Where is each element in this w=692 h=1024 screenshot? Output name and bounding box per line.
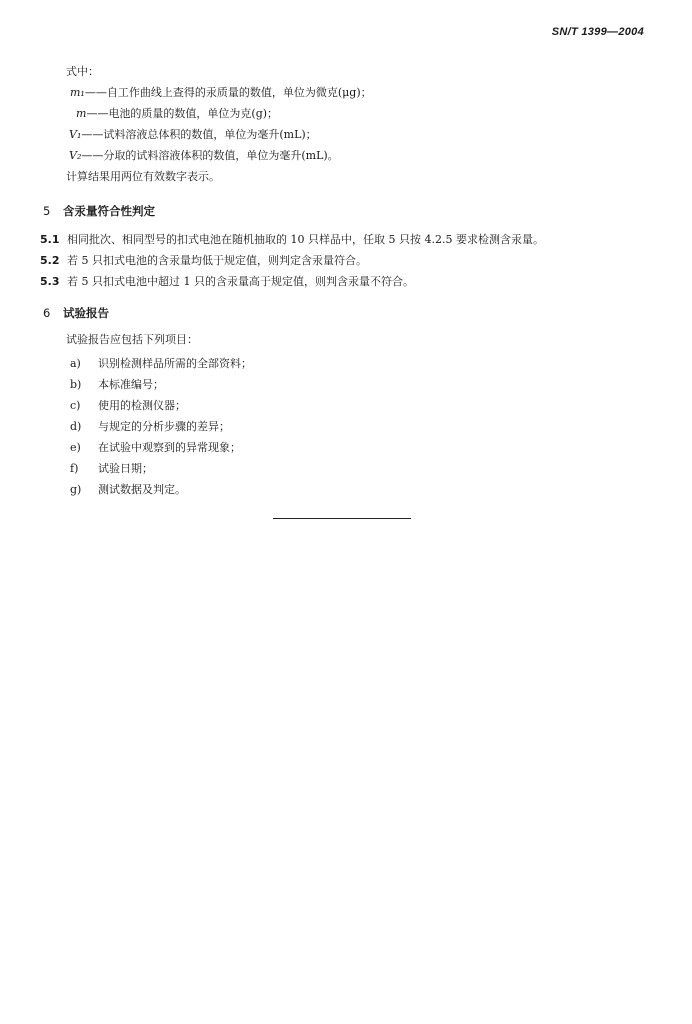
- clause-text: 若 5 只扣式电池的含汞量均低于规定值，则判定含汞量符合。: [67, 254, 367, 267]
- clause-number: 5.2: [40, 254, 60, 267]
- section-number: 5: [43, 204, 51, 218]
- def-symbol: V₂: [69, 149, 82, 162]
- report-item-e: [70, 439, 241, 455]
- item-marker: e): [70, 441, 81, 454]
- def-text: ——分取的试料溶液体积的数值，单位为毫升(mL)。: [81, 149, 339, 162]
- item-text: 在试验中观察到的异常现象；: [98, 441, 241, 454]
- item-marker: f): [70, 462, 79, 475]
- item-text: 使用的检测仪器；: [98, 399, 186, 412]
- item-marker: g): [70, 483, 82, 496]
- item-marker: a): [70, 357, 81, 370]
- def-text: ——电池的质量的数值，单位为克(g)；: [86, 107, 279, 120]
- item-text: 试验日期；: [98, 462, 153, 475]
- section-number: 6: [43, 306, 51, 320]
- item-marker: c): [70, 399, 81, 412]
- clause-number: 5.1: [40, 233, 60, 246]
- report-item-d: [70, 418, 230, 434]
- item-text: 本标准编号；: [98, 378, 164, 391]
- def-line-v2: [69, 150, 339, 161]
- report-item-f: [70, 460, 153, 476]
- result-note: 计算结果用两位有效数字表示。: [66, 170, 220, 183]
- report-item-g: [70, 481, 186, 497]
- def-line-m1: [70, 87, 372, 98]
- def-symbol: m₁: [70, 86, 85, 99]
- def-line-m: [76, 108, 278, 119]
- def-symbol: V₁: [69, 128, 82, 141]
- item-text: 识别检测样品所需的全部资料；: [98, 357, 252, 370]
- report-item-a: [70, 355, 252, 371]
- section-title: 含汞量符合性判定: [63, 204, 155, 218]
- clause-text: 若 5 只扣式电池中超过 1 只的含汞量高于规定值，则判含汞量不符合。: [67, 275, 414, 288]
- section-title: 试验报告: [63, 306, 109, 320]
- report-item-b: [70, 376, 164, 392]
- item-text: 测试数据及判定。: [98, 483, 186, 496]
- clause-5-3: [40, 273, 414, 289]
- def-symbol: m: [76, 107, 87, 120]
- clause-text: 相同批次、相同型号的扣式电池在随机抽取的 10 只样品中，任取 5 只按 4.2.5 要求检测含汞量。: [67, 233, 544, 246]
- def-text: ——自工作曲线上查得的汞质量的数值，单位为微克(μg)；: [84, 86, 372, 99]
- clause-5-1: [40, 231, 544, 247]
- def-line-v1: [69, 129, 317, 140]
- section-6-heading: [43, 305, 109, 321]
- section-5-heading: [43, 203, 155, 219]
- standard-number: SN/T 1399—2004: [551, 26, 644, 38]
- item-marker: d): [70, 420, 82, 433]
- report-intro: 试验报告应包括下列项目：: [66, 333, 198, 346]
- clause-number: 5.3: [40, 275, 60, 288]
- clause-5-2: [40, 252, 367, 268]
- item-marker: b): [70, 378, 82, 391]
- report-item-c: [70, 397, 186, 413]
- def-text: ——试料溶液总体积的数值，单位为毫升(mL)；: [81, 128, 317, 141]
- end-of-document-line: [273, 518, 411, 519]
- item-text: 与规定的分析步骤的差异；: [98, 420, 230, 433]
- defs-intro: 式中：: [66, 65, 99, 78]
